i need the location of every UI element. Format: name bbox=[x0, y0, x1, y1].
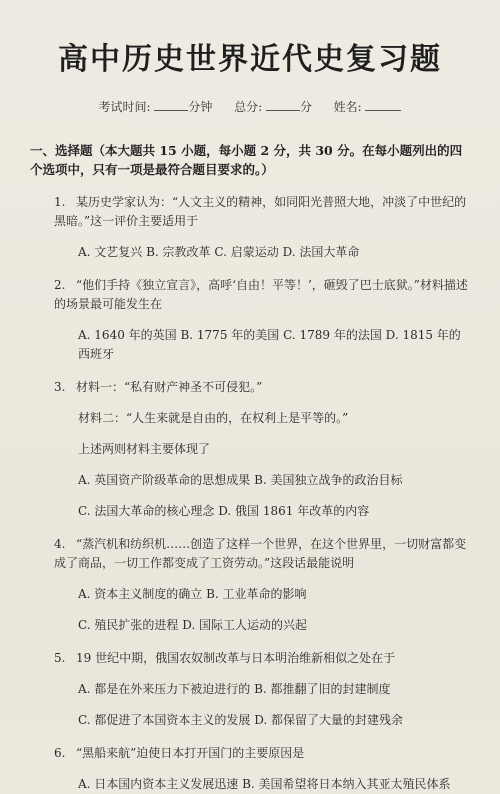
time-blank[interactable] bbox=[154, 99, 188, 111]
name-blank[interactable] bbox=[365, 99, 401, 111]
material-line: 上述两则材料主要体现了 bbox=[78, 442, 211, 456]
score-unit: 分 bbox=[299, 100, 312, 114]
question-3 bbox=[30, 378, 470, 397]
exam-info bbox=[30, 98, 470, 115]
question-stem: “他们手持《独立宣言》，高呼‘自由！平等！’，砸毁了巴士底狱。”材料描述的场景最可能发生在 bbox=[54, 278, 468, 311]
section-heading: 一、选择题（本大题共 15 小题，每小题 2 分，共 30 分。在每小题列出的四个选项中，只有一项是最符合题目要求的。） bbox=[30, 143, 463, 177]
question-number: 3. bbox=[54, 380, 66, 394]
question-6 bbox=[30, 744, 470, 763]
question-2 bbox=[30, 276, 470, 314]
options-line: C. 法国大革命的核心理念 D. 俄国 1861 年改革的内容 bbox=[78, 504, 370, 518]
question-number: 2. bbox=[54, 278, 66, 292]
options-line: A. 英国资产阶级革命的思想成果 B. 美国独立战争的政治目标 bbox=[78, 473, 403, 487]
time-unit: 分钟 bbox=[188, 100, 213, 114]
question-stem: 19 世纪中期，俄国农奴制改革与日本明治维新相似之处在于 bbox=[76, 651, 396, 665]
question-stem: 材料一：“私有财产神圣不可侵犯。” bbox=[76, 380, 263, 394]
question-stem: “蒸汽机和纺织机……创造了这样一个世界，在这个世界里，一切财富都变成了商品，一切工作都变成了工资劳动。”这段话最能说明 bbox=[54, 537, 467, 570]
question-number: 1. bbox=[54, 195, 66, 209]
time-label: 考试时间: bbox=[98, 100, 151, 114]
question-number: 6. bbox=[54, 746, 66, 760]
question-stem: “黑船来航”迫使日本打开国门的主要原因是 bbox=[76, 746, 305, 760]
options-line: A. 文艺复兴 B. 宗教改革 C. 启蒙运动 D. 法国大革命 bbox=[78, 245, 360, 259]
question-number: 4. bbox=[54, 537, 66, 551]
material-line: 材料二：“人生来就是自由的，在权利上是平等的。” bbox=[78, 411, 349, 425]
score-label: 总分: bbox=[234, 100, 263, 114]
question-1 bbox=[30, 193, 470, 231]
question-number: 5. bbox=[54, 651, 66, 665]
options-line: C. 都促进了本国资本主义的发展 D. 都保留了大量的封建残余 bbox=[78, 713, 404, 727]
options-line: A. 资本主义制度的确立 B. 工业革命的影响 bbox=[78, 587, 307, 601]
page-title: 高中历史世界近代史复习题 bbox=[58, 42, 442, 77]
question-4 bbox=[30, 535, 470, 573]
question-5 bbox=[30, 649, 470, 668]
name-label: 姓名: bbox=[333, 100, 362, 114]
score-blank[interactable] bbox=[266, 99, 300, 111]
options-line: A. 1640 年的英国 B. 1775 年的美国 C. 1789 年的法国 D. 1815 年的西班牙 bbox=[78, 328, 461, 361]
options-line: C. 殖民扩张的进程 D. 国际工人运动的兴起 bbox=[78, 618, 308, 632]
options-line: A. 都是在外来压力下被迫进行的 B. 都推翻了旧的封建制度 bbox=[78, 682, 391, 696]
question-stem: 某历史学家认为：“人文主义的精神，如同阳光普照大地，冲淡了中世纪的黑暗。”这一评价主要适用于 bbox=[54, 195, 467, 228]
options-line: A. 日本国内资本主义发展迅速 B. 美国希望将日本纳入其亚太殖民体系 bbox=[78, 777, 451, 791]
